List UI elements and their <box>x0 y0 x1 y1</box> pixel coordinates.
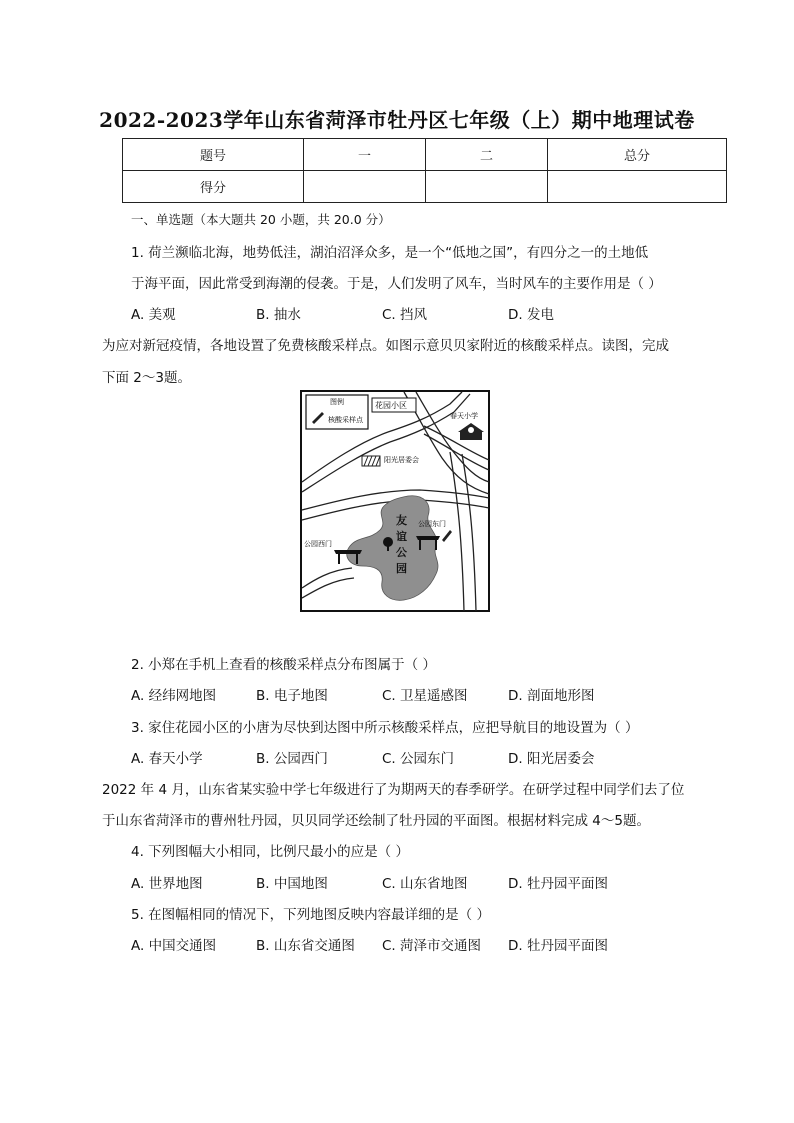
intro1-line2: 下面 2～3题。 <box>102 370 191 386</box>
q5-stem: 5. 在图幅相同的情况下，下列地图反映内容最详细的是（ ） <box>131 907 490 923</box>
park-name-char-1: 友 <box>396 514 407 527</box>
q2-option-c: C. 卫星遥感图 <box>382 688 468 704</box>
q3-option-b: B. 公园西门 <box>256 751 328 767</box>
q3-option-c: C. 公园东门 <box>382 751 455 767</box>
q4-stem: 4. 下列图幅大小相同，比例尺最小的应是（ ） <box>131 844 409 860</box>
q2-stem: 2. 小郑在手机上查看的核酸采样点分布图属于（ ） <box>131 657 436 673</box>
score-table-score-row <box>123 171 727 203</box>
yangguang-label: 阳光居委会 <box>384 456 419 464</box>
intro2-line2: 于山东省菏泽市的曹州牡丹园，贝贝同学还绘制了牡丹园的平面图。根据材料完成 4～5题。 <box>102 813 650 829</box>
q4-option-a: A. 世界地图 <box>131 876 203 892</box>
q1-option-b: B. 抽水 <box>256 307 301 323</box>
huayuan-label: 花园小区 <box>375 401 407 410</box>
q1-option-a: A. 美观 <box>131 307 176 323</box>
q3-stem: 3. 家住花园小区的小唐为尽快到达图中所示核酸采样点，应把导航目的地设置为（ ） <box>131 720 639 736</box>
score-cell-two <box>426 171 548 203</box>
q2-option-a: A. 经纬网地图 <box>131 688 217 704</box>
q5-option-b: B. 山东省交通图 <box>256 938 355 954</box>
q1-stem-line2: 于海平面，因此常受到海潮的侵袭。于是，人们发明了风车，当时风车的主要作用是（ ） <box>131 276 662 292</box>
q4-option-c: C. 山东省地图 <box>382 876 468 892</box>
chuntian-label: 春天小学 <box>450 412 478 420</box>
header-cell-one: 一 <box>304 139 426 171</box>
sampling-site-map <box>300 390 490 612</box>
park-name-char-2: 谊 <box>396 530 407 543</box>
q1-stem-line1: 1. 荷兰濒临北海，地势低洼，湖泊沼泽众多，是一个“低地之国”，有四分之一的土地低 <box>131 245 649 261</box>
west-gate-label: 公园西门 <box>304 540 332 548</box>
score-cell-total <box>548 171 727 203</box>
park-name-char-3: 公 <box>396 546 407 559</box>
intro2-line1: 2022 年 4 月，山东省某实验中学七年级进行了为期两天的春季研学。在研学过程中同学们去了位 <box>102 782 685 798</box>
q4-option-b: B. 中国地图 <box>256 876 328 892</box>
section-heading: 一、单选题（本大题共 20 小题，共 20.0 分） <box>131 212 391 227</box>
paper-title: 2022-2023学年山东省菏泽市牡丹区七年级（上）期中地理试卷 <box>99 108 695 132</box>
row-label-defen: 得分 <box>123 171 304 203</box>
east-gate-label: 公园东门 <box>418 520 446 528</box>
q5-option-d: D. 牡丹园平面图 <box>508 938 608 954</box>
q1-option-c: C. 挡风 <box>382 307 428 323</box>
header-cell-tihao: 题号 <box>123 139 304 171</box>
legend-title: 图例 <box>330 398 344 406</box>
header-cell-total: 总分 <box>548 139 727 171</box>
legend-item-label: 核酸采样点 <box>328 416 363 424</box>
q2-option-b: B. 电子地图 <box>256 688 328 704</box>
q2-option-d: D. 剖面地形图 <box>508 688 595 704</box>
score-cell-one <box>304 171 426 203</box>
q5-option-c: C. 菏泽市交通图 <box>382 938 482 954</box>
q1-option-d: D. 发电 <box>508 307 554 323</box>
q5-option-a: A. 中国交通图 <box>131 938 217 954</box>
q3-option-a: A. 春天小学 <box>131 751 203 767</box>
park-name-char-4: 园 <box>396 562 407 575</box>
q4-option-d: D. 牡丹园平面图 <box>508 876 608 892</box>
header-cell-two: 二 <box>426 139 548 171</box>
score-table <box>122 138 727 203</box>
intro1-line1: 为应对新冠疫情，各地设置了免费核酸采样点。如图示意贝贝家附近的核酸采样点。读图，完成 <box>102 338 669 354</box>
q3-option-d: D. 阳光居委会 <box>508 751 595 767</box>
score-table-header-row <box>123 139 727 171</box>
